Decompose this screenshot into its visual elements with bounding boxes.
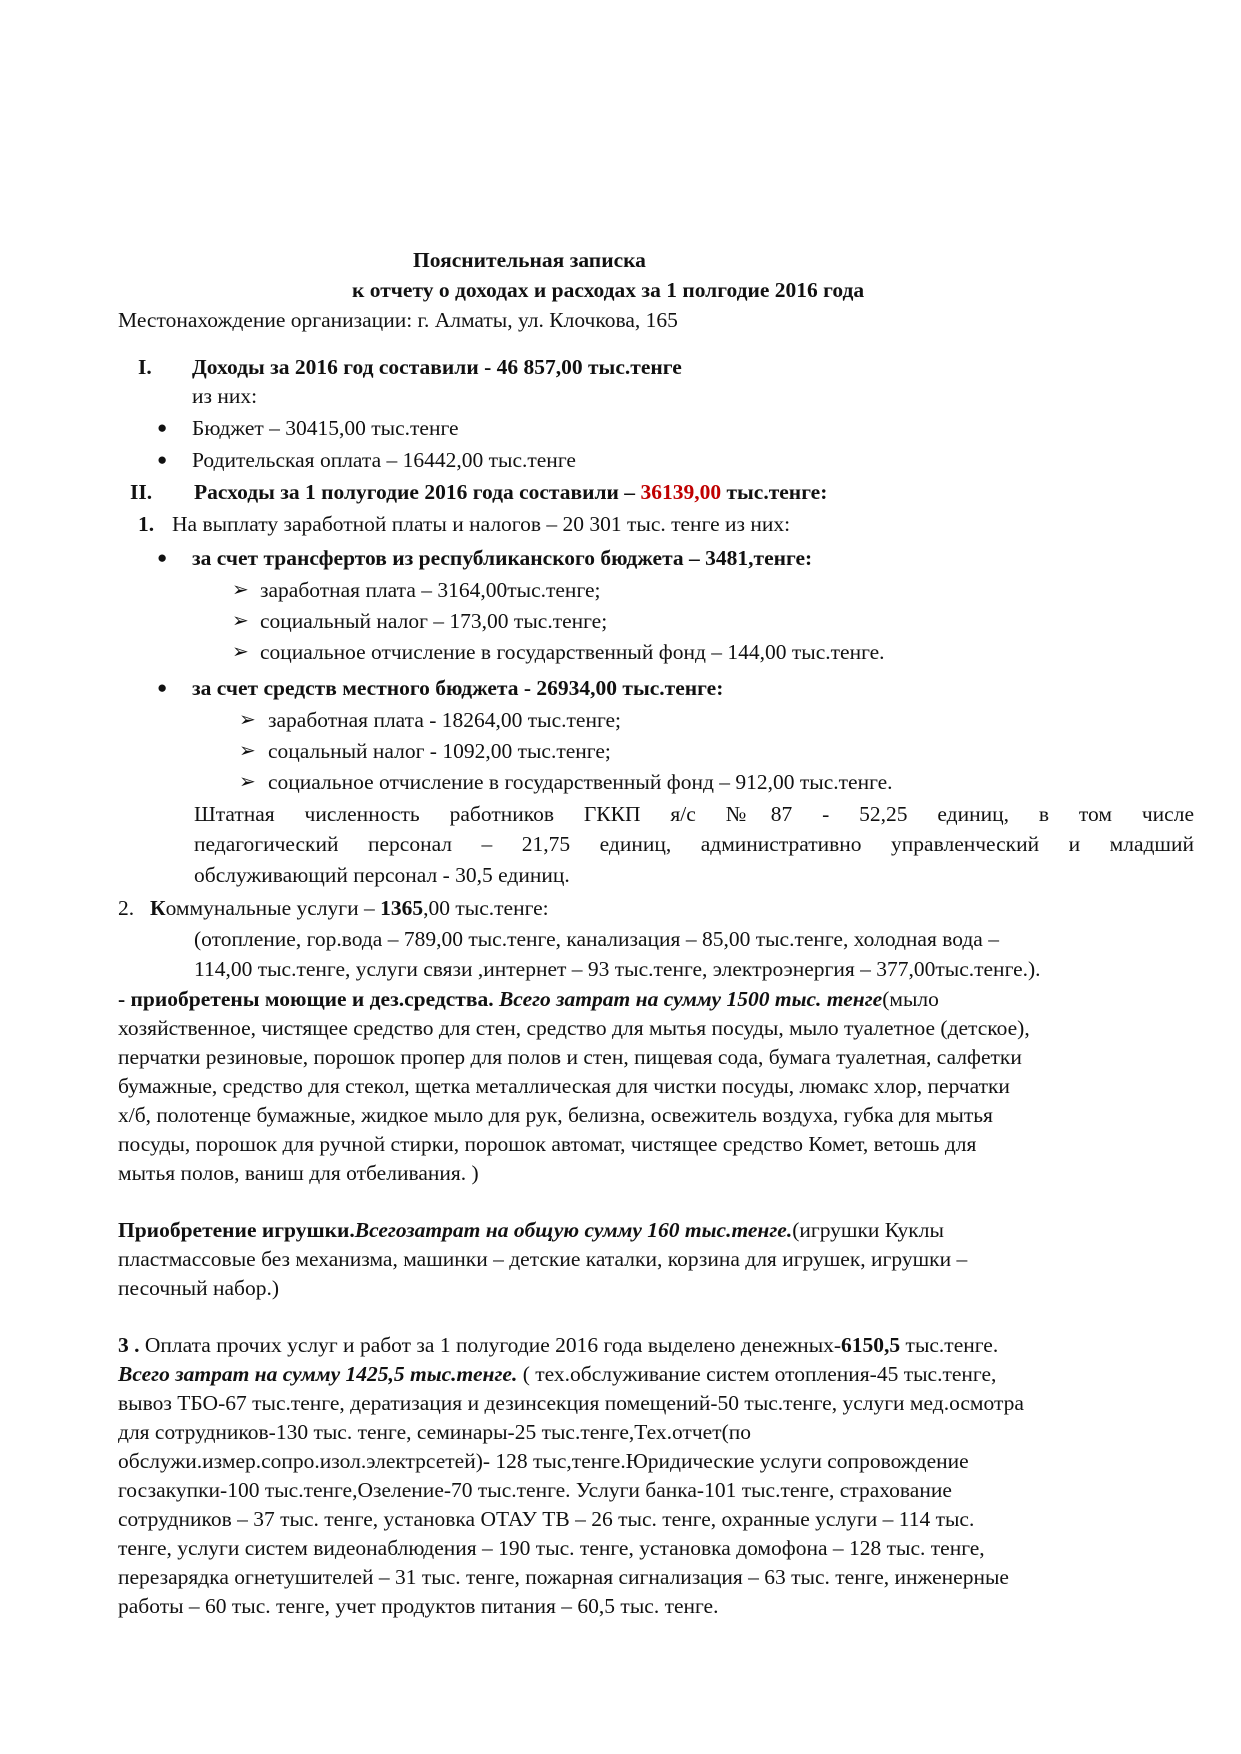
cleaning-line: бумажные, средство для стекол, щетка металлическая для чистки посуды, люмакс хлор, перчатки — [118, 1074, 1010, 1098]
item-3-line: перезарядка огнетушителей – 31 тыс. тенге, пожарная сигнализация – 63 тыс. тенге, инженерные — [118, 1565, 1009, 1589]
group-2-item: соцальный налог - 1092,00 тыс.тенге; — [268, 739, 611, 763]
item-1-text: На выплату заработной платы и налогов – 20 301 тыс. тенге из них: — [172, 512, 791, 536]
arrow-bullet-icon: ➢ — [232, 579, 249, 601]
item-3-line: для сотрудников-130 тыс. тенге, семинары-25 тыс.тенге,Тех.отчет(по — [118, 1420, 751, 1444]
item-3-line: работы – 60 тыс. тенге, учет продуктов питания – 60,5 тыс. тенге. — [118, 1594, 719, 1618]
item-3-line: госзакупки-100 тыс.тенге,Озеление-70 тыс.тенге. Услуги банка-101 тыс.тенге, страхование — [118, 1478, 952, 1502]
item-2-number: 2. — [118, 896, 135, 920]
item-3-second-line: Всего затрат на сумму 1425,5 тыс.тенге. ( тех.обслуживание систем отопления-45 тыс.тенге, — [118, 1362, 997, 1386]
toys-line: пластмассовые без механизма, машинки – детские каталки, корзина для игрушек, игрушки – — [118, 1247, 968, 1271]
cleaning-line: х/б, полотенце бумажные, жидкое мыло для рук, белизна, освежитель воздуха, губка для мытья — [118, 1103, 993, 1127]
group-2-item: заработная плата - 18264,00 тыс.тенге; — [268, 708, 622, 732]
group-2-item: социальное отчисление в государственный фонд – 912,00 тыс.тенге. — [268, 770, 893, 794]
bullet-icon: ● — [157, 548, 168, 567]
staff-line: Штатная численность работников ГККП я/с №87 - 52,25 единиц, в том числе — [194, 802, 1194, 826]
title-line-2: к отчету о доходах и расходах за 1 полгодие 2016 года — [352, 278, 865, 302]
group-1-item: заработная плата – 3164,00тыс.тенге; — [260, 578, 601, 602]
item-3-line: вывоз ТБО-67 тыс.тенге, дератизация и дезинсекция помещений-50 тыс.тенге, услуги мед.осмотра — [118, 1391, 1024, 1415]
location: Местонахождение организации: г. Алматы, ул. Клочкова, 165 — [118, 308, 678, 332]
toys-line: песочный набор.) — [118, 1276, 279, 1300]
utilities-detail: 114,00 тыс.тенге, услуги связи ,интернет – 93 тыс.тенге, электроэнергия – 377,00тыс.тенге.). — [194, 957, 1041, 981]
arrow-bullet-icon: ➢ — [232, 610, 249, 632]
expense-total: 36139,00 — [640, 480, 722, 504]
item-1-number: 1. — [138, 512, 155, 536]
cleaning-line: посуды, порошок для ручной стирки, порошок автомат, чистящее средство Комет, ветошь для — [118, 1132, 977, 1156]
group-2-heading: за счет средств местного бюджета - 26934,00 тыс.тенге: — [192, 676, 724, 700]
arrow-bullet-icon: ➢ — [232, 641, 249, 663]
bullet-icon: ● — [157, 450, 168, 469]
section-2-heading: Расходы за 1 полугодие 2016 года составили – 36139,00 тыс.тенге: — [194, 480, 828, 504]
section-1-heading: Доходы за 2016 год составили - 46 857,00 тыс.тенге — [192, 355, 682, 379]
cleaning-line: хозяйственное, чистящее средство для стен, средство для мытья посуды, мыло туалетное (детское), — [118, 1016, 1030, 1040]
arrow-bullet-icon: ➢ — [239, 740, 256, 762]
toys-first-line: Приобретение игрушки.Всегозатрат на общую сумму 160 тыс.тенге.(игрушки Куклы — [118, 1218, 944, 1242]
cleaning-line: мытья полов, ваниш для отбеливания. ) — [118, 1161, 479, 1185]
income-item: Родительская оплата – 16442,00 тыс.тенге — [192, 448, 576, 472]
title-line-1: Пояснительная записка — [413, 248, 646, 272]
bullet-icon: ● — [157, 678, 168, 697]
group-1-item: социальный налог – 173,00 тыс.тенге; — [260, 609, 608, 633]
group-1-item: социальное отчисление в государственный фонд – 144,00 тыс.тенге. — [260, 640, 885, 664]
utilities-detail: (отопление, гор.вода – 789,00 тыс.тенге, канализация – 85,00 тыс.тенге, холодная вода – — [194, 927, 999, 951]
staff-line: педагогический персонал – 21,75 единиц, административно управленческий и младший — [194, 832, 1194, 856]
item-3-line: обслужи.измер.сопро.изол.электрсетей)- 128 тыс,тенге.Юридические услуги сопровождение — [118, 1449, 969, 1473]
cleaning-line: перчатки резиновые, порошок пропер для полов и стен, пищевая сода, бумага туалетная, салфетки — [118, 1045, 1022, 1069]
section-1-number: I. — [138, 355, 152, 379]
group-1-heading: за счет трансфертов из республиканского бюджета – 3481,тенге: — [192, 546, 813, 570]
section-2-number: II. — [130, 480, 153, 504]
bullet-icon: ● — [157, 418, 168, 437]
item-3-first-line: 3 . Оплата прочих услуг и работ за 1 полугодие 2016 года выделено денежных-6150,5 тыс.тенге. — [118, 1333, 999, 1357]
staff-line: обслуживающий персонал - 30,5 единиц. — [194, 863, 570, 887]
item-3-line: тенге, услуги систем видеонаблюдения – 190 тыс. тенге, установка домофона – 128 тыс. тенге, — [118, 1536, 985, 1560]
item-3-line: сотрудников – 37 тыс. тенге, установка ОТАУ ТВ – 26 тыс. тенге, охранные услуги – 114 тыс. — [118, 1507, 975, 1531]
section-1-sub: из них: — [192, 384, 258, 408]
cleaning-first-line: - приобретены моющие и дез.средства. Всего затрат на сумму 1500 тыс. тенге(мыло — [118, 987, 939, 1011]
arrow-bullet-icon: ➢ — [239, 771, 256, 793]
income-item: Бюджет – 30415,00 тыс.тенге — [192, 416, 459, 440]
item-2-text: Коммунальные услуги – 1365,00 тыс.тенге: — [150, 896, 549, 920]
arrow-bullet-icon: ➢ — [239, 709, 256, 731]
